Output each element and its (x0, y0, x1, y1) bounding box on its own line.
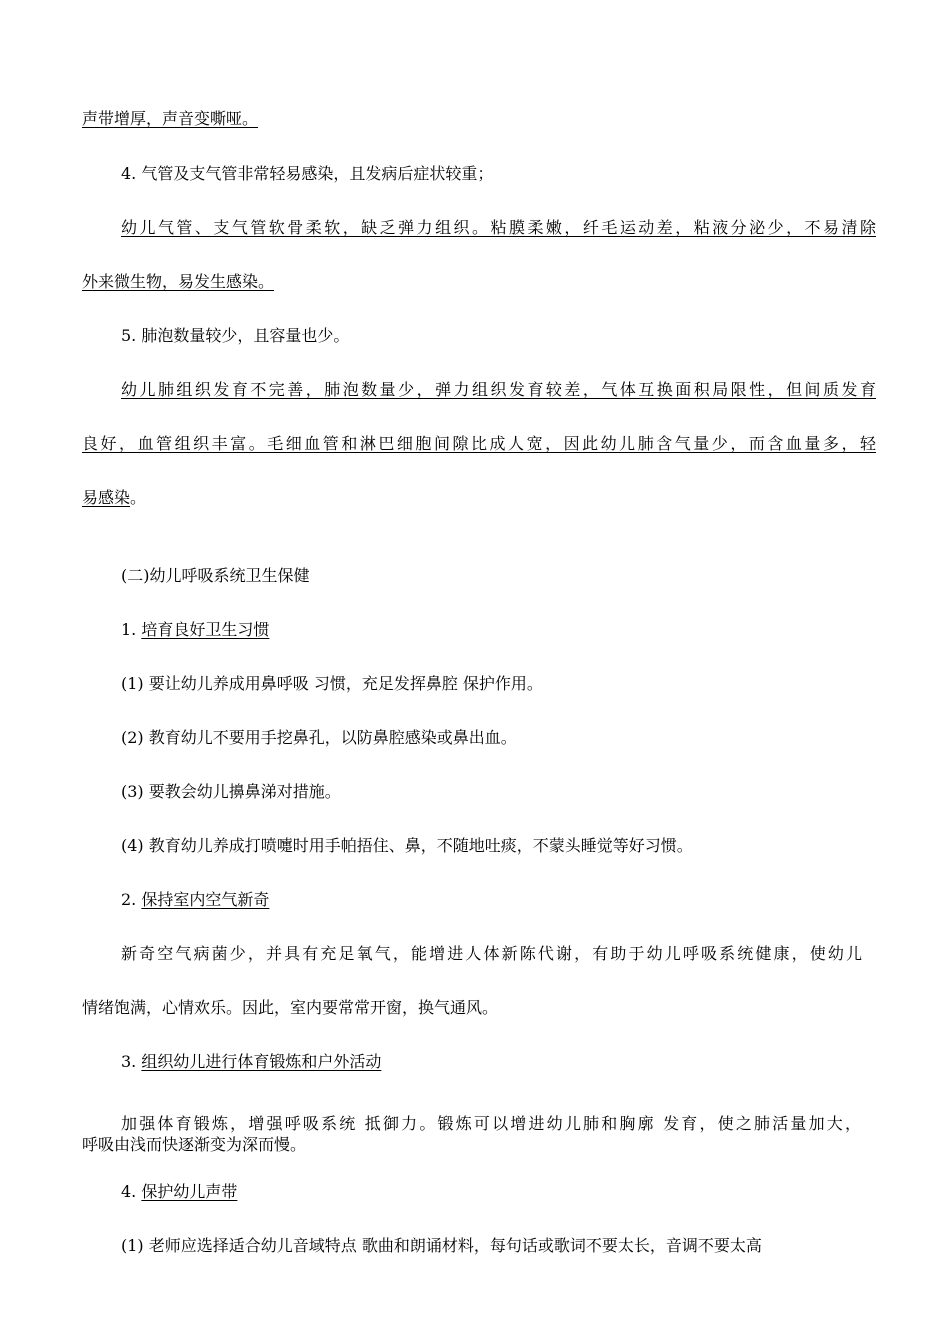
section-heading-5: 5. 肺泡数量较少，且容量也少。 (121, 326, 350, 345)
heading-number: 1. (121, 620, 142, 639)
part-title: (二)幼儿呼吸系统卫生保健 (121, 566, 310, 585)
paragraph-line: 新奇空气病菌少，并具有充足氧气，能增进人体新陈代谢，有助于幼儿呼吸系统健康，使幼儿 (121, 944, 862, 963)
heading-text: 保护幼儿声带 (141, 1182, 238, 1201)
heading-text: 保持室内空气新奇 (141, 890, 270, 909)
text-line: 声带增厚，声音变嘶哑。 (82, 109, 259, 128)
list-item: (3) 要教会幼儿擤鼻涕对措施。 (121, 782, 341, 801)
paragraph-line: 幼儿肺组织发育不完善，肺泡数量少，弹力组织发育较差，气体互换面积局限性，但间质发育 (121, 380, 876, 399)
subheading-3 (121, 1051, 381, 1073)
subheading-1 (121, 619, 269, 641)
heading-text: 组织幼儿进行体育锻炼和户外活动 (141, 1052, 382, 1071)
list-item: (1) 要让幼儿养成用鼻呼吸 习惯，充足发挥鼻腔 保护作用。 (121, 674, 543, 693)
paragraph-line: 幼儿气管、支气管软骨柔软，缺乏弹力组织。粘膜柔嫩，纤毛运动差，粘液分泌少，不易清除 (121, 218, 876, 237)
heading-number: 2. (121, 890, 142, 909)
punctuation: 。 (130, 488, 147, 507)
paragraph-line: 情绪饱满，心情欢乐。因此，室内要常常开窗，换气通风。 (82, 998, 499, 1017)
subheading-4 (121, 1181, 237, 1203)
underlined-text: 易感染 (82, 488, 131, 507)
paragraph-line: 良好，血管组织丰富。毛细血管和淋巴细胞间隙比成人宽，因此幼儿肺含气量少，而含血量多，轻 (82, 434, 876, 453)
heading-text: 培育良好卫生习惯 (141, 620, 270, 639)
heading-number: 3. (121, 1052, 142, 1071)
paragraph-line: 外来微生物，易发生感染。 (82, 272, 275, 291)
list-item: (2) 教育幼儿不要用手挖鼻孔，以防鼻腔感染或鼻出血。 (121, 728, 517, 747)
paragraph-line: 加强体育锻炼，增强呼吸系统 抵御力。锻炼可以增进幼儿肺和胸廓 发育，使之肺活量加大， (121, 1114, 861, 1133)
paragraph-line (82, 487, 146, 509)
section-heading-4: 4. 气管及支气管非常轻易感染，且发病后症状较重； (121, 164, 494, 183)
list-item: (1) 老师应选择适合幼儿音域特点 歌曲和朗诵材料，每句话或歌词不要太长，音调不要太高 (121, 1236, 762, 1255)
paragraph-line: 呼吸由浅而快逐渐变为深而慢。 (82, 1135, 307, 1154)
list-item: (4) 教育幼儿养成打喷嚏时用手帕捂住、鼻，不随地吐痰，不蒙头睡觉等好习惯。 (121, 836, 693, 855)
heading-number: 4. (121, 1182, 142, 1201)
subheading-2 (121, 889, 269, 911)
